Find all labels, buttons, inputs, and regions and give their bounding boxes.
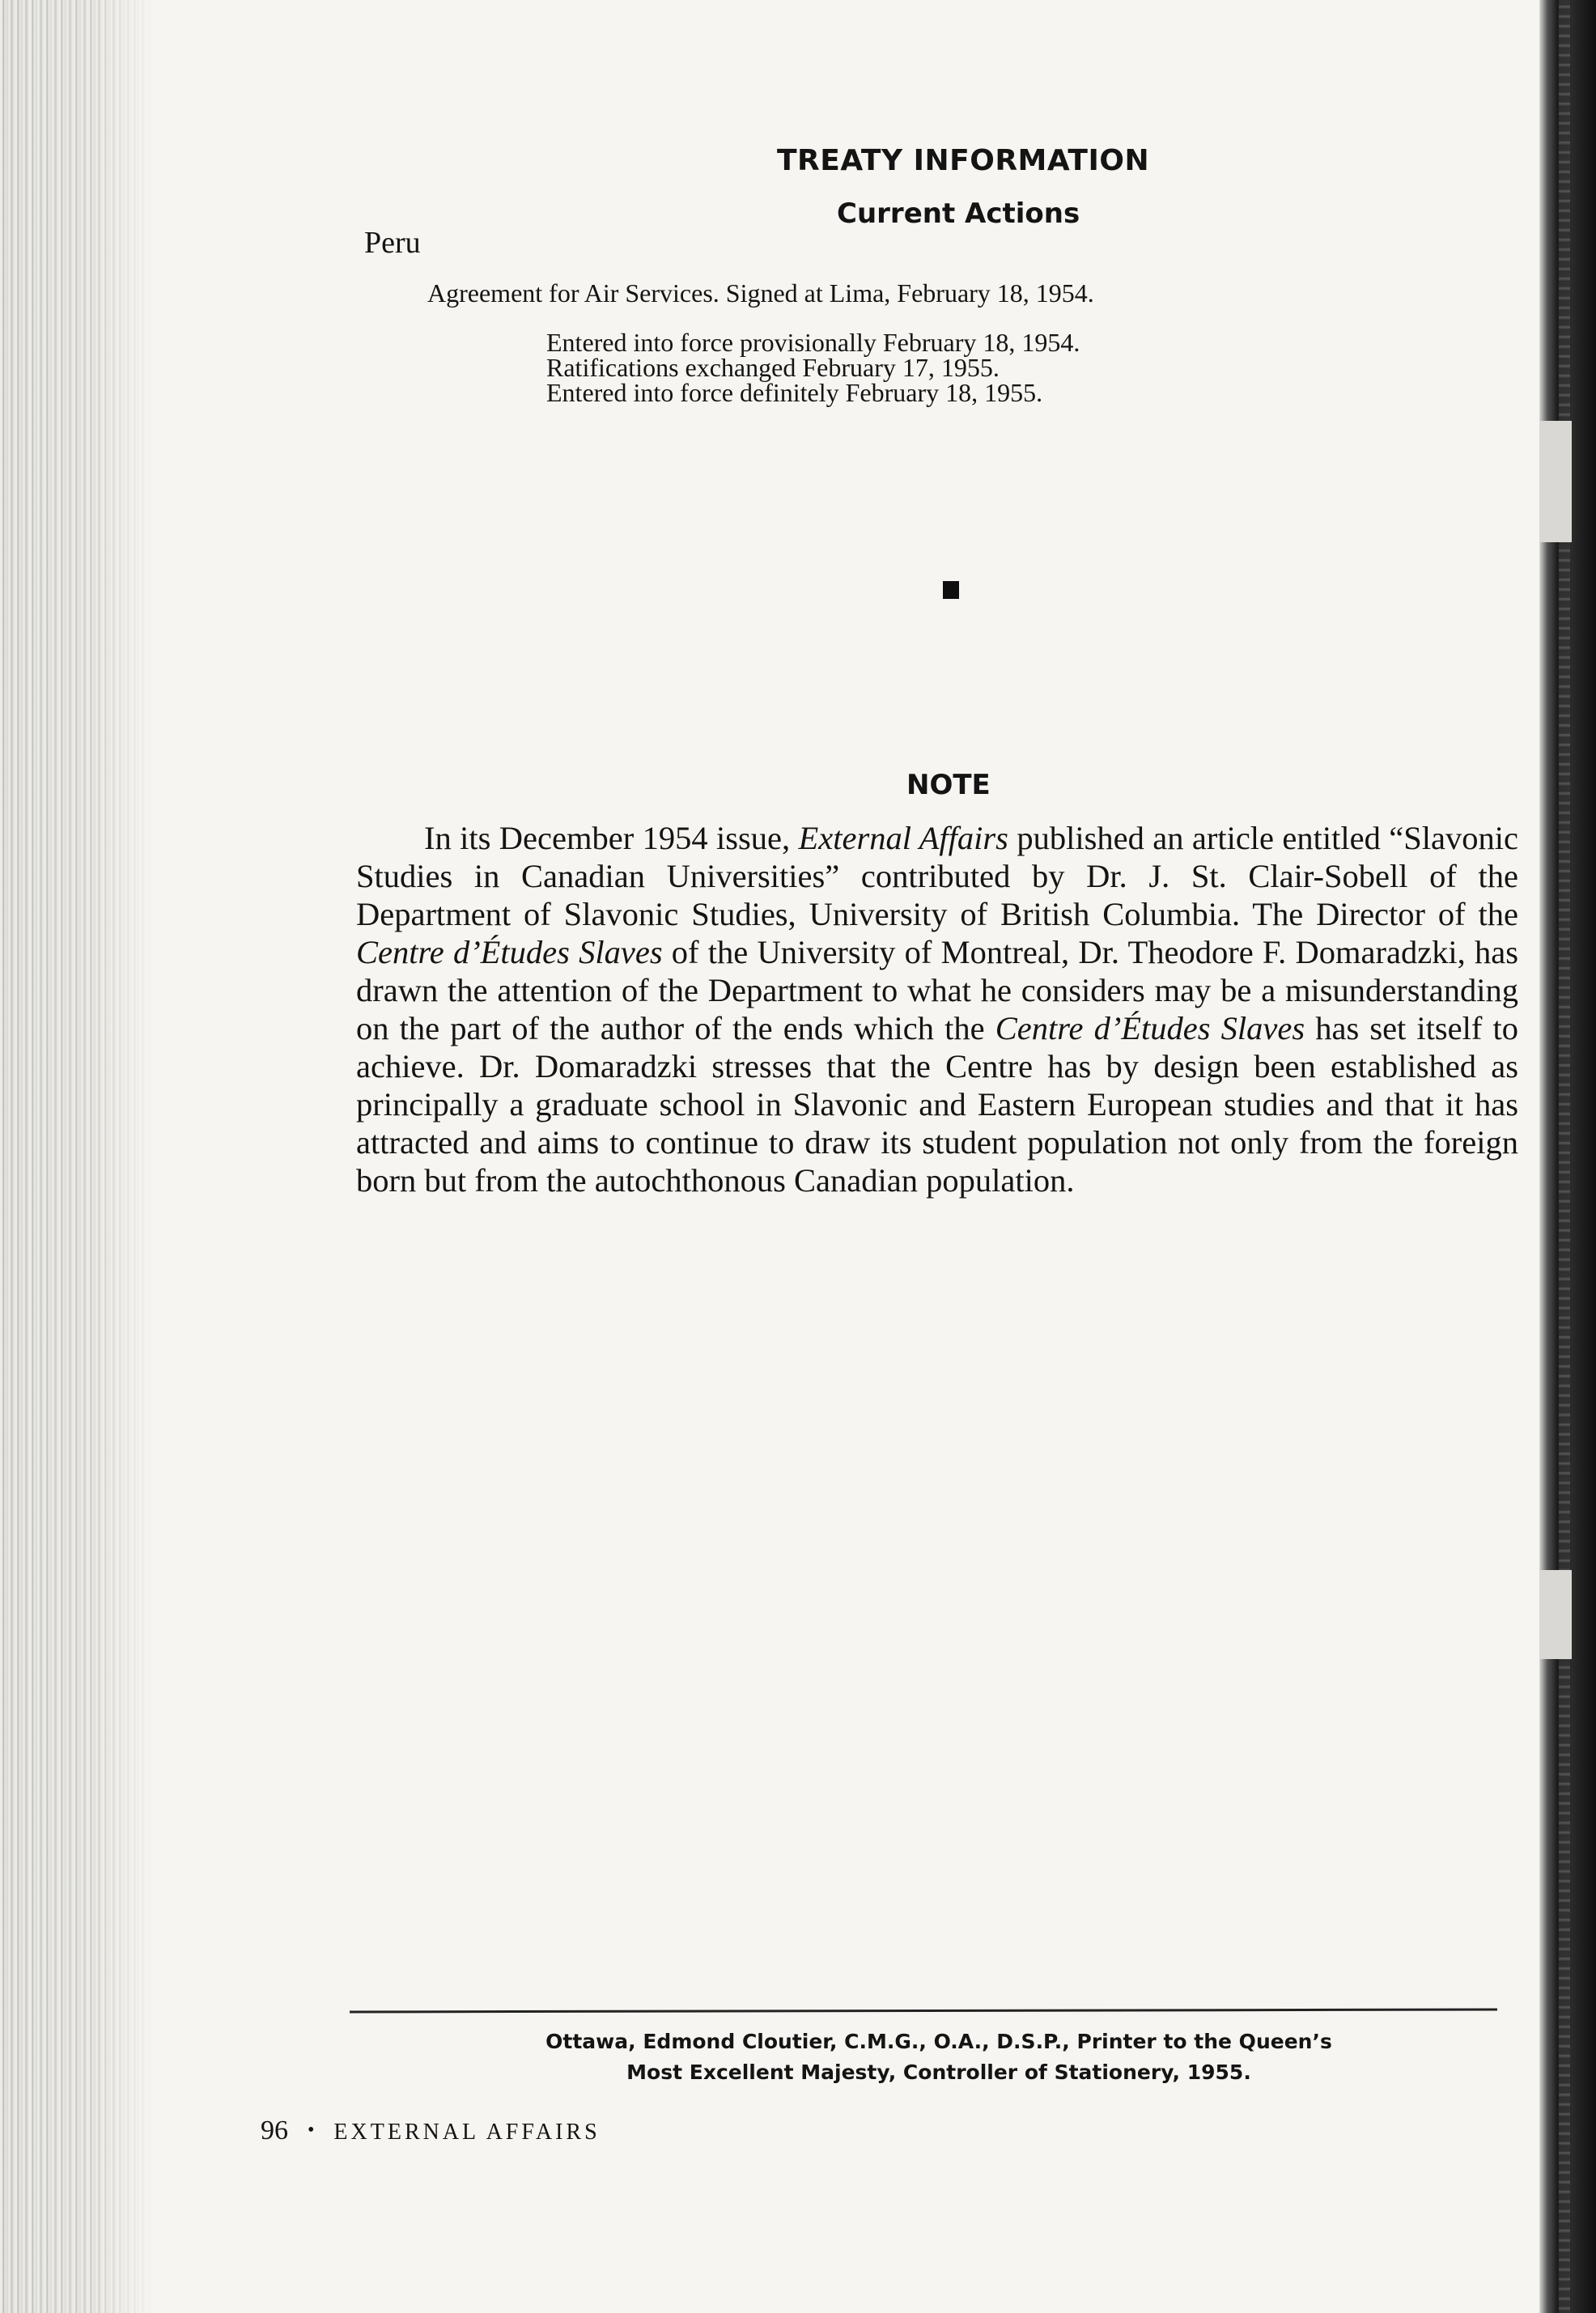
- section-subtitle: Current Actions: [837, 197, 1080, 230]
- treaty-actions-list: [546, 330, 1080, 405]
- section-title: TREATY INFORMATION: [777, 144, 1150, 177]
- footer-separator: •: [308, 2120, 315, 2141]
- note-body: [356, 819, 1518, 1199]
- footer-rule: [350, 2009, 1497, 2014]
- printer-imprint: [453, 2027, 1424, 2088]
- treaty-agreement: Agreement for Air Services. Signed at Lima, February 18, 1954.: [427, 278, 1094, 308]
- treaty-country: Peru: [364, 226, 421, 260]
- note-text: has set itself to achieve. Dr. Domaradzki stresses that the Centre has by design been established as principally a graduate school in Slavonic and Eastern European studies and that it has attracted and aims to continue to draw its student population not only from the foreign born but from the autochthonous Canadian population.: [356, 1010, 1519, 1199]
- page-edge-highlight: [1539, 421, 1572, 542]
- section-divider-square: [943, 581, 959, 599]
- centre-name: Centre d’Études Slaves: [995, 1010, 1305, 1046]
- centre-name: Centre d’Études Slaves: [356, 934, 663, 970]
- journal-title: External Affairs: [798, 820, 1008, 856]
- note-text: published an article entitled “Slavonic Studies in Canadian Universities” contributed by Dr. J. St. Clair-Sobell of the Department of Slavonic Studies, University of British Columbia. The Director of the: [356, 820, 1518, 932]
- page-footer: [261, 2116, 601, 2146]
- page-number: 96: [261, 2116, 288, 2145]
- note-title: NOTE: [906, 769, 991, 801]
- treaty-action-item: Entered into force provisionally February 18, 1954.: [546, 328, 1080, 357]
- imprint-line: Most Excellent Majesty, Controller of Stationery, 1955.: [626, 2060, 1251, 2084]
- treaty-action-item: Entered into force definitely February 18, 1955.: [546, 378, 1043, 407]
- page-edge-texture: [1559, 0, 1570, 2313]
- treaty-action-item: Ratifications exchanged February 17, 1955.: [546, 353, 1000, 382]
- page-edge-highlight: [1539, 1570, 1572, 1659]
- note-text: In its December 1954 issue,: [424, 820, 799, 856]
- imprint-line: Ottawa, Edmond Cloutier, C.M.G., O.A., D.S.P., Printer to the Queen’s: [545, 2030, 1332, 2053]
- page-binding-shadow: [0, 0, 154, 2313]
- note-text: of the University of Montreal, Dr. Theodore F. Domaradzki, has drawn the attention of the Department to what he considers may be a misunderstanding on the part of the author of the ends which the: [356, 934, 1519, 1046]
- magazine-name: EXTERNAL AFFAIRS: [333, 2120, 601, 2145]
